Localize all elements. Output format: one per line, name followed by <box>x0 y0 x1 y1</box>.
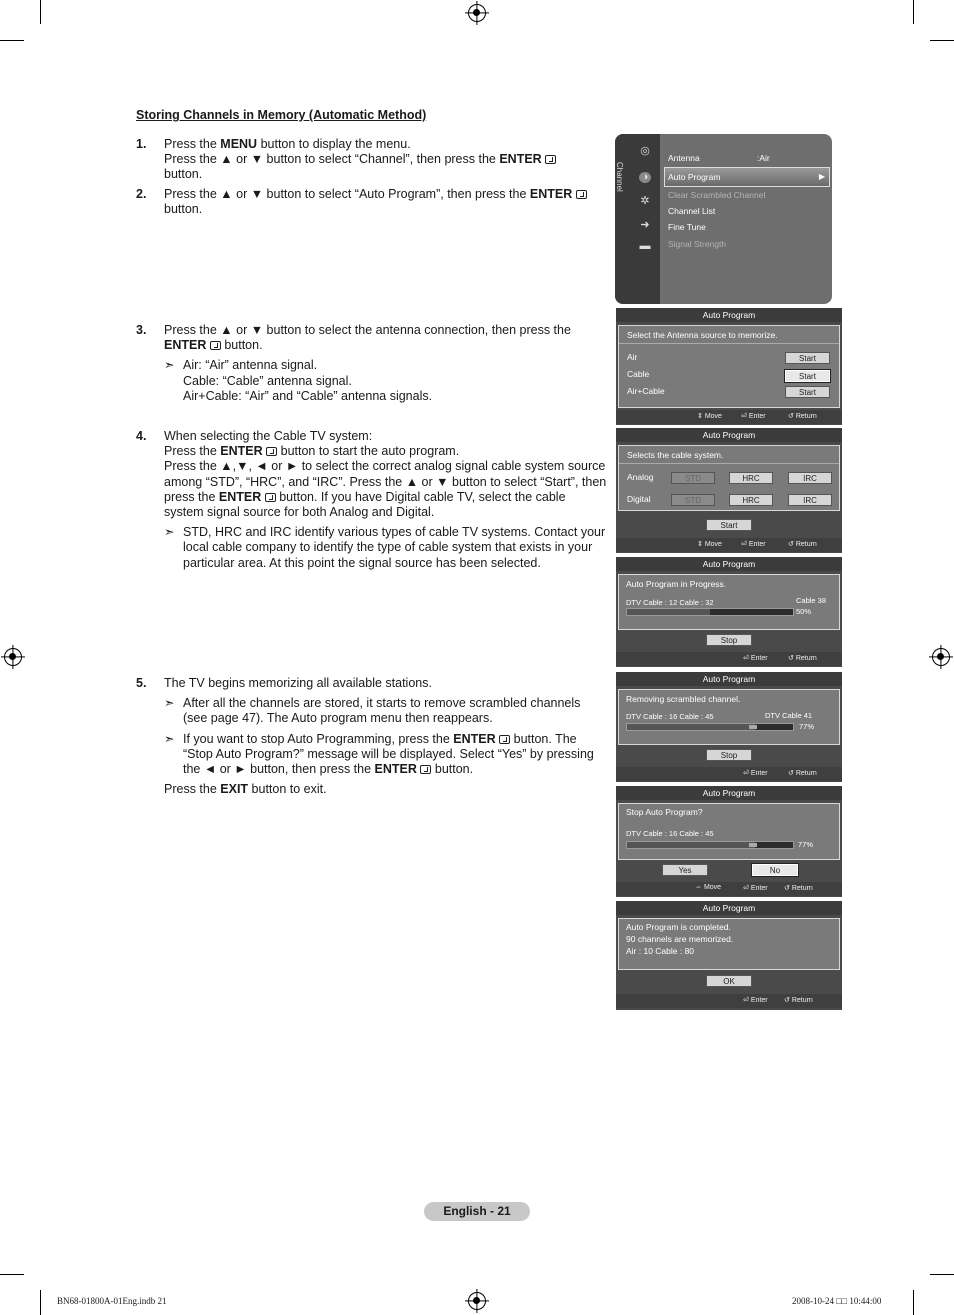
step-number: 1. <box>136 137 147 151</box>
panel-footer <box>616 994 842 1008</box>
note-arrow-icon: ➣ <box>164 696 175 711</box>
enter-hint: ⏎ Enter <box>741 541 766 548</box>
ok-button[interactable]: OK <box>706 975 752 987</box>
auto-program-cable-panel <box>616 428 842 553</box>
progress-percent: 77% <box>798 840 814 849</box>
arrow-right-icon: ▶ <box>818 172 825 181</box>
progress-fill <box>627 842 755 848</box>
progress-percent: 50% <box>796 607 812 616</box>
hint-text: Move <box>704 541 722 548</box>
panel-message: Stop Auto Program? <box>626 807 703 817</box>
analog-label: Analog <box>627 472 654 482</box>
step-text: Press the <box>164 137 221 151</box>
enter-key-label: ENTER <box>374 762 417 777</box>
hint-text: Return <box>795 655 817 662</box>
step-text: Press the ▲ or ▼ button to select “Auto Program”, then press the <box>164 187 530 201</box>
panel-content <box>618 445 840 511</box>
note-text: Air: “Air” antenna signal. <box>183 358 318 373</box>
no-button[interactable]: No <box>752 864 798 876</box>
hint-text: Enter <box>750 885 768 892</box>
enter-icon <box>210 341 221 350</box>
menu-item-antenna[interactable]: Antenna <box>668 153 700 163</box>
step-text: Press the ▲ or ▼ button to select “Channel”, then press the <box>164 152 500 167</box>
step-text: Press the ▲ or ▼ button to select the antenna connection, then press the <box>164 323 571 337</box>
digital-irc-button[interactable]: IRC <box>788 494 832 506</box>
digital-hrc-button[interactable]: HRC <box>729 494 773 506</box>
enter-hint: ⏎ Enter <box>743 997 768 1004</box>
menu-item-label: Auto Program <box>668 172 721 182</box>
step-number: 4. <box>136 429 147 443</box>
note-text: Air+Cable: “Air” and “Cable” antenna signals. <box>183 388 433 403</box>
panel-message: Selects the cable system. <box>627 450 724 460</box>
step-number: 5. <box>136 676 147 690</box>
file-info: BN68-01800A-01Eng.indb 21 <box>57 1296 167 1306</box>
option-aircable-label: Air+Cable <box>627 386 665 396</box>
digital-label: Digital <box>627 494 651 504</box>
channel-count: DTV Cable : 12 Cable : 32 <box>626 598 714 607</box>
step-text: button to exit. <box>248 782 327 797</box>
menu-item-clear-scrambled[interactable]: Clear Scrambled Channel <box>668 190 766 200</box>
enter-hint: ⏎ Enter <box>743 655 768 662</box>
progress-percent: 77% <box>799 722 815 731</box>
step-text: Press the <box>164 444 221 459</box>
analog-irc-button[interactable]: IRC <box>788 472 832 484</box>
progress-marker <box>749 843 757 847</box>
current-channel: Cable 38 <box>796 596 827 605</box>
step-text: button to start the auto program. <box>277 444 460 459</box>
note <box>164 732 608 778</box>
note-text: Cable: “Cable” antenna signal. <box>183 373 352 388</box>
panel-title: Auto Program <box>616 901 842 915</box>
step-text: button. <box>220 338 263 353</box>
progress-fill <box>627 724 755 730</box>
hint-text: Enter <box>750 770 768 777</box>
enter-icon <box>420 765 431 774</box>
panel-message: Removing scrambled channel. <box>626 694 741 704</box>
crop-mark <box>930 1274 954 1275</box>
divider <box>619 463 839 464</box>
note-text: button. The “Stop Auto Program?” message will be displayed. Select “Yes” by pressing the ◄ or ► button, then press the <box>183 731 594 777</box>
step-2 <box>136 187 608 217</box>
step-1 <box>136 137 608 183</box>
auto-program-complete-panel <box>616 901 842 1010</box>
panel-footer <box>616 538 842 552</box>
step-text: button to display the menu. <box>257 137 411 151</box>
panel-title: Auto Program <box>616 557 842 571</box>
panel-footer <box>616 767 842 781</box>
hint-text: Enter <box>748 541 766 548</box>
registration-mark-icon <box>932 648 950 666</box>
return-hint: ↺ Return <box>788 655 817 662</box>
panel-footer <box>616 410 842 424</box>
stop-button[interactable]: Stop <box>706 749 752 761</box>
panel-title: Auto Program <box>616 308 842 322</box>
step-text: button. <box>164 167 203 182</box>
progress-bar <box>626 841 794 849</box>
hint-text: Return <box>791 885 813 892</box>
enter-key-label: ENTER <box>529 187 573 201</box>
panel-content <box>618 803 840 860</box>
hint-text: Return <box>791 997 813 1004</box>
return-hint: ↺ Return <box>788 541 817 548</box>
progress-marker <box>749 725 757 729</box>
panel-content <box>618 918 840 970</box>
channel-breakdown: Air : 10 Cable : 80 <box>626 946 695 956</box>
option-air-label: Air <box>627 352 638 362</box>
digital-std-button[interactable]: STD <box>671 494 715 506</box>
panel-title: Auto Program <box>616 672 842 686</box>
completed-message: Auto Program is completed. <box>626 922 731 932</box>
move-hint: ⇕ Move <box>697 413 722 420</box>
note-text: button. <box>431 762 474 777</box>
hint-text: Move <box>704 413 722 420</box>
step-4 <box>136 429 608 571</box>
return-hint: ↺ Return <box>788 413 817 420</box>
panel-footer <box>616 652 842 666</box>
enter-key-label: ENTER <box>218 489 262 504</box>
step-text: When selecting the Cable TV system: <box>164 429 373 443</box>
enter-icon <box>265 493 276 502</box>
menu-item-fine-tune[interactable]: Fine Tune <box>668 222 706 232</box>
note-text: STD, HRC and IRC identify various types of cable TV systems. Contact your local cable company to identify the type of cable system that exists in your particular area. At this point the signal source has been selected. <box>183 525 606 570</box>
crop-mark <box>0 40 24 41</box>
crop-mark <box>930 40 954 41</box>
enter-icon <box>499 735 510 744</box>
step-5 <box>136 676 608 797</box>
divider <box>619 343 839 344</box>
start-button[interactable]: Start <box>706 519 752 531</box>
note-arrow-icon: ➣ <box>164 731 175 746</box>
auto-program-scrambled-panel <box>616 672 842 782</box>
sidebar-label: Channel <box>615 162 624 192</box>
enter-hint: ⏎ Enter <box>743 770 768 777</box>
crop-mark <box>40 1290 41 1315</box>
current-channel: DTV Cable 41 <box>765 711 813 720</box>
panel-content <box>618 574 840 630</box>
setup-gear-icon[interactable]: ✲ <box>640 195 650 207</box>
panel-title: Auto Program <box>616 428 842 442</box>
note <box>164 358 608 404</box>
memorized-count: 90 channels are memorized. <box>626 934 734 944</box>
menu-item-auto-program[interactable] <box>664 167 830 187</box>
move-hint: ⇕ Move <box>697 541 722 548</box>
step-3 <box>136 323 608 404</box>
panel-content <box>618 689 840 745</box>
progress-bar <box>626 608 794 616</box>
step-number: 2. <box>136 187 147 201</box>
move-hint: ⇔ Move <box>695 884 722 891</box>
enter-icon <box>545 155 556 164</box>
step-text: Press the ▲,▼, ◄ or ► to select the correct analog signal cable system source among “STD”, “HRC”, and “IRC”. Press the ▲ or ▼ button to select “Start”, then press the <box>164 459 607 504</box>
menu-sidebar <box>615 134 660 304</box>
menu-item-signal-strength[interactable]: Signal Strength <box>668 239 727 249</box>
input-icon[interactable]: ➜ <box>640 219 650 231</box>
menu-item-channel-list[interactable]: Channel List <box>668 206 716 216</box>
step-text: Press the <box>164 782 221 797</box>
start-aircable-button[interactable]: Start <box>785 386 830 398</box>
panel-footer <box>616 882 842 896</box>
registration-mark-icon <box>468 1292 486 1310</box>
picture-icon[interactable]: ◎ <box>640 145 650 157</box>
crop-mark <box>913 1290 914 1315</box>
panel-title: Auto Program <box>616 786 842 800</box>
hint-text: Enter <box>750 997 768 1004</box>
enter-hint: ⏎ Enter <box>741 413 766 420</box>
channel-icon[interactable]: ◑ <box>639 172 651 183</box>
antenna-value: :Air <box>757 153 770 163</box>
panel-content <box>618 325 840 408</box>
registration-mark-icon <box>468 4 486 22</box>
crop-mark <box>0 1274 24 1275</box>
hint-text: Return <box>795 541 817 548</box>
note <box>164 696 608 726</box>
auto-program-antenna-panel <box>616 308 842 425</box>
start-cable-button[interactable]: Start <box>785 370 830 382</box>
step-text: button. <box>164 202 203 217</box>
hint-text: Return <box>795 413 817 420</box>
enter-key-label: ENTER <box>499 152 542 167</box>
registration-mark-icon <box>4 648 22 666</box>
exit-key-label: EXIT <box>220 782 249 797</box>
enter-key-label: ENTER <box>220 444 263 459</box>
analog-std-button[interactable]: STD <box>671 472 715 484</box>
channel-count: DTV Cable : 16 Cable : 45 <box>626 829 714 838</box>
hint-text: Move <box>703 884 722 891</box>
hint-text: Return <box>795 770 817 777</box>
hint-text: Enter <box>750 655 768 662</box>
auto-program-progress-panel <box>616 557 842 667</box>
section-heading: Storing Channels in Memory (Automatic Method) <box>136 108 427 122</box>
progress-fill <box>627 609 710 615</box>
note-text: If you want to stop Auto Programming, press the <box>183 731 454 746</box>
crop-mark <box>913 0 914 24</box>
enter-icon <box>576 190 587 199</box>
enter-key-label: ENTER <box>453 731 496 746</box>
panel-message: Auto Program in Progress. <box>626 579 727 589</box>
panel-message: Select the Antenna source to memorize. <box>627 330 778 340</box>
return-hint: ↺ Return <box>784 885 813 892</box>
yes-button[interactable]: Yes <box>662 864 708 876</box>
crop-mark <box>40 0 41 24</box>
progress-bar <box>626 723 794 731</box>
step-number: 3. <box>136 323 147 337</box>
hint-text: Enter <box>748 413 766 420</box>
option-cable-label: Cable <box>627 369 650 379</box>
channel-count: DTV Cable : 16 Cable : 45 <box>626 712 714 721</box>
step-text: The TV begins memorizing all available stations. <box>164 676 432 690</box>
start-air-button[interactable]: Start <box>785 352 830 364</box>
enter-hint: ⏎ Enter <box>743 885 768 892</box>
application-icon[interactable]: ▬ <box>639 240 651 252</box>
menu-key-label: MENU <box>220 137 258 151</box>
stop-button[interactable]: Stop <box>706 634 752 646</box>
note <box>164 525 608 571</box>
note-arrow-icon: ➣ <box>164 358 175 373</box>
analog-hrc-button[interactable]: HRC <box>729 472 773 484</box>
note-arrow-icon: ➣ <box>164 525 175 540</box>
page-number-label: English - 21 <box>424 1202 530 1221</box>
channel-menu-screen <box>615 134 832 304</box>
enter-key-label: ENTER <box>164 338 207 353</box>
print-date: 2008-10-24 □□ 10:44:00 <box>792 1296 882 1306</box>
note-text: After all the channels are stored, it starts to remove scrambled channels (see page 47). The Auto program menu then reappears. <box>183 696 581 726</box>
enter-icon <box>266 447 277 456</box>
step-text: button. If you have Digital cable TV, select the cable system signal source for both Analog and Digital. <box>164 489 566 520</box>
return-hint: ↺ Return <box>788 770 817 777</box>
return-hint: ↺ Return <box>784 997 813 1004</box>
stop-auto-program-panel <box>616 786 842 897</box>
